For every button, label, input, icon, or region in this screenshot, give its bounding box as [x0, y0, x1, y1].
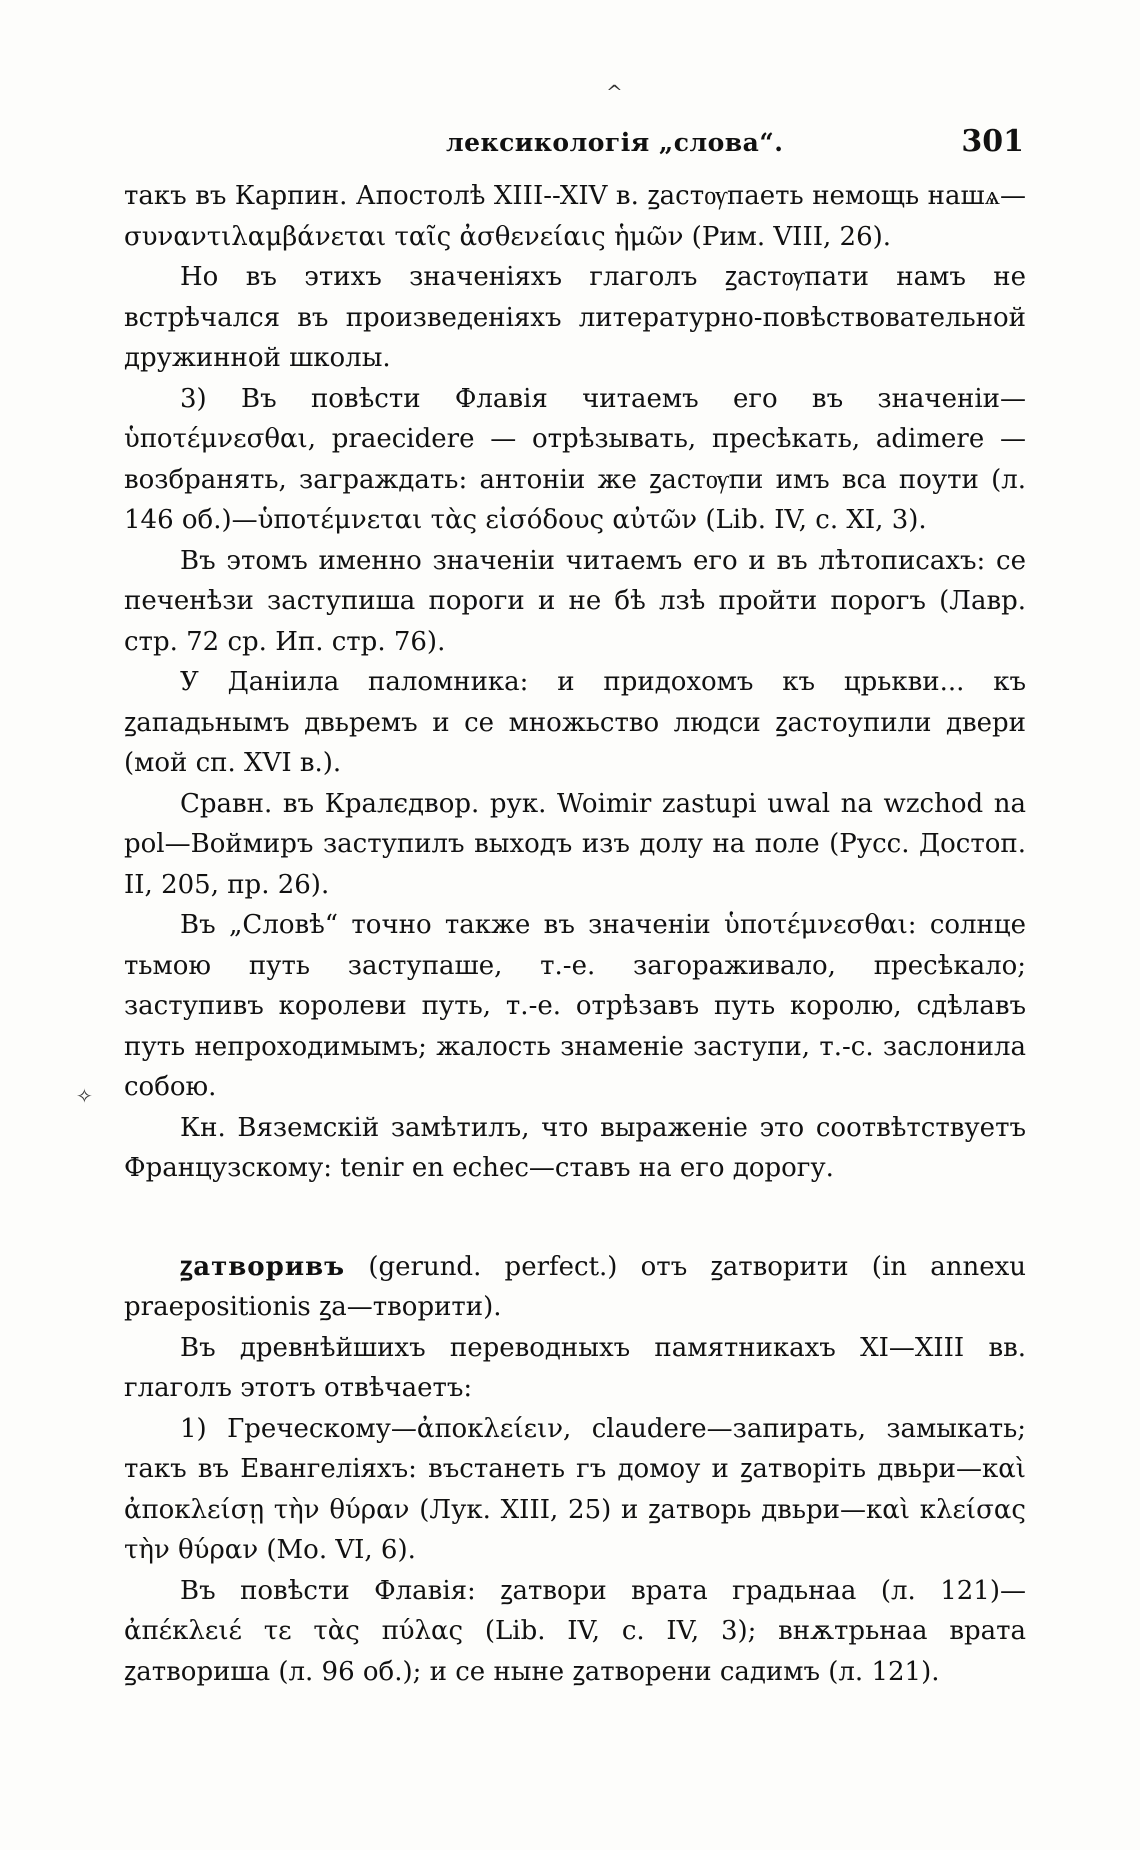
- paragraph: Въ повѣсти Флавія: ꙁатвори врата градьнаа (л. 121)—ἀπέκλειέ τε τὰς πύλας (Lib. IV, с. IV, 3); внѫтрьнаа врата ꙁатвориша (л. 96 об.); и се ныне ꙁатворени садимъ (л. 121).: [124, 1575, 1026, 1687]
- running-header: [124, 124, 1024, 164]
- page-number: 301: [961, 124, 1024, 159]
- running-title: лексикологія „слова“.: [446, 128, 784, 157]
- paragraph: Но въ этихъ значеніяхъ глаголъ ꙁастѹпати намъ не встрѣчался въ произведеніяхъ литературно-повѣствовательной дружинной школы.: [124, 262, 1026, 373]
- paragraph: Кн. Вяземскій замѣтилъ, что выраженіе это соотвѣтствуетъ Французскому: tenir en echec—ставъ на его дорогу.: [124, 1112, 1026, 1183]
- section-gap: [124, 1189, 1026, 1247]
- margin-mark-icon: ✧: [76, 1084, 93, 1108]
- paragraph: 3) Въ повѣсти Флавія читаемъ его въ значеніи—ὑποτέμνεσθαι, praecidere — отрѣзывать, пресѣкать, adimere — возбранять, заграждать: антоніи же ꙁастѹпи имъ вса поути (л. 146 об.)—ὑποτέμνεται τὰς εἰσόδους αὐτῶν (Lib. IV, с. XI, 3).: [124, 383, 1026, 535]
- paragraph: Въ „Словѣ“ точно также въ значеніи ὑποτέμνεσθαι: солнце тьмою путь заступаше, т.-е. загораживало, пресѣкало; заступивъ королеви путь, т.-е. отрѣзавъ путь королю, сдѣлавъ путь непроходимымъ; жалость знаменіе заступи, т.-с. заслонила собою.: [124, 910, 1026, 1102]
- dictionary-entry: [124, 1247, 1026, 1328]
- entry-headword: ꙁатворивъ: [180, 1251, 346, 1282]
- paragraph: У Даніила паломника: и придохомъ къ црькви... къ ꙁападьнымъ двьремъ и се множьство людси ꙁастоупили двери (мой сп. XVI в.).: [124, 667, 1026, 778]
- paragraph-continuation: такъ въ Карпин. Апостолѣ XIII--XIV в. ꙁастѹпаеть немощь нашѧ—συναντιλαμβάνεται ταῖς ἀσθενείαις ἡμῶν (Рим. VIII, 26).: [124, 181, 1026, 252]
- paragraph: Сравн. въ Кралєдвор. рук. Woimir zastupi uwal na wzchod na pol—Воймиръ заступилъ выходъ изъ долу на поле (Русс. Достоп. II, 205, пр. 26).: [124, 788, 1026, 900]
- entry-definition: (gerund. perfect.) отъ ꙁатворити (in annexu praepositionis ꙁа—творити).: [124, 1251, 1026, 1322]
- caret-mark-icon: ^: [606, 80, 623, 104]
- paragraph: 1) Греческому—ἀποκλείειν, claudere—запирать, замыкать; такъ въ Евангеліяхъ: въстанеть гъ домоу и ꙁатворіть двьри—καὶ ἀποκλείσῃ τὴν θύραν (Лук. XIII, 25) и ꙁатворь двьри—καὶ κλείσας τὴν θύραν (Мо. VI, 6).: [124, 1413, 1026, 1565]
- paragraph: Въ древнѣйшихъ переводныхъ памятникахъ XI—XIII вв. глаголъ этотъ отвѣчаетъ:: [124, 1332, 1026, 1403]
- paragraph: Въ этомъ именно значеніи читаемъ его и въ лѣтописахъ: се печенѣзи заступиша пороги и не бѣ лзѣ пройти порогъ (Лавр. стр. 72 ср. Ип. стр. 76).: [124, 545, 1026, 657]
- page-body: [124, 176, 1026, 1692]
